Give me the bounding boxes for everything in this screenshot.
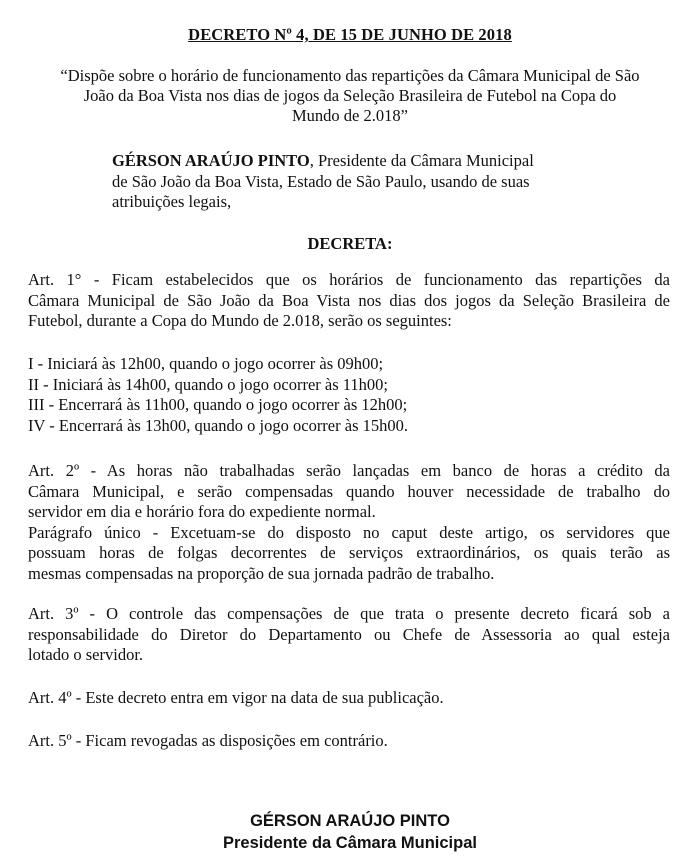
preamble-text: , Presidente da Câmara Municipal [309,151,534,170]
preamble-line [112,151,602,172]
president-name: GÉRSON ARAÚJO PINTO [112,151,310,170]
article-1-items [28,354,670,436]
list-item: III - Encerrará às 11h00, quando o jogo ocorrer às 12h00; [28,395,408,414]
paragraph-line: Parágrafo único - Excetuam-se do disposto no caput deste artigo, os servidores que [28,522,670,542]
article-3-line: lotado o servidor. [28,645,144,664]
article-2-line: Art. 2º - As horas não trabalhadas serão lançadas em banco de horas a crédito da [28,461,670,480]
article-3-line: Art. 3º - O controle das compensações de que trata o presente decreto ficará sob a [28,604,670,623]
article-1-line: Futebol, durante a Copa do Mundo de 2.018, serão os seguintes: [28,311,452,330]
preamble [112,151,602,213]
article-3 [28,604,670,666]
article-1-line: Câmara Municipal de São João da Boa Vista nos dias dos jogos da Seleção Brasileira de [28,290,670,310]
preamble-line: atribuições legais, [112,192,232,211]
article-3-line: responsabilidade do Diretor do Departamento ou Chefe de Assessoria ao qual esteja [28,624,670,644]
article-2-line: servidor em dia e horário fora do expediente normal. [28,502,376,521]
decree-title: DECRETO Nº 4, DE 15 DE JUNHO DE 2018 [188,25,512,44]
article-5 [28,731,670,752]
article-1-line: Art. 1° - Ficam estabelecidos que os horários de funcionamento das repartições da [28,270,670,289]
paragraph-line: possuam horas de folgas decorrentes de serviços extraordinários, os quais terão as [28,543,670,562]
article-2-line: Câmara Municipal, e serão compensadas quando houver necessidade de trabalho do [28,481,670,501]
article-2 [28,461,670,584]
signature-role: Presidente da Câmara Municipal [222,834,477,852]
article-5-line: Art. 5º - Ficam revogadas as disposições em contrário. [28,731,388,750]
summary-line: “Dispõe sobre o horário de funcionamento das repartições da Câmara Municipal de São [60,66,640,85]
paragraph-line: mesmas compensadas na proporção de sua jornada padrão de trabalho. [28,563,495,583]
signature-name: GÉRSON ARAÚJO PINTO [250,812,450,830]
decree-summary [28,66,672,126]
summary-line: Mundo de 2.018” [292,106,408,125]
list-item: I - Iniciará às 12h00, quando o jogo ocorrer às 09h00; [28,354,384,373]
summary-line: João da Boa Vista nos dias de jogos da Seleção Brasileira de Futebol na Copa do [83,86,617,105]
decreta-heading: DECRETA: [307,234,393,253]
article-1 [28,270,670,332]
article-4-line: Art. 4º - Este decreto entra em vigor na data de sua publicação. [28,688,444,707]
list-item: IV - Encerrará às 13h00, quando o jogo ocorrer às 15h00. [28,415,408,435]
article-4 [28,688,670,709]
preamble-line: de São João da Boa Vista, Estado de São Paulo, usando de suas [112,171,530,191]
list-item: II - Iniciará às 14h00, quando o jogo ocorrer às 11h00; [28,374,388,394]
